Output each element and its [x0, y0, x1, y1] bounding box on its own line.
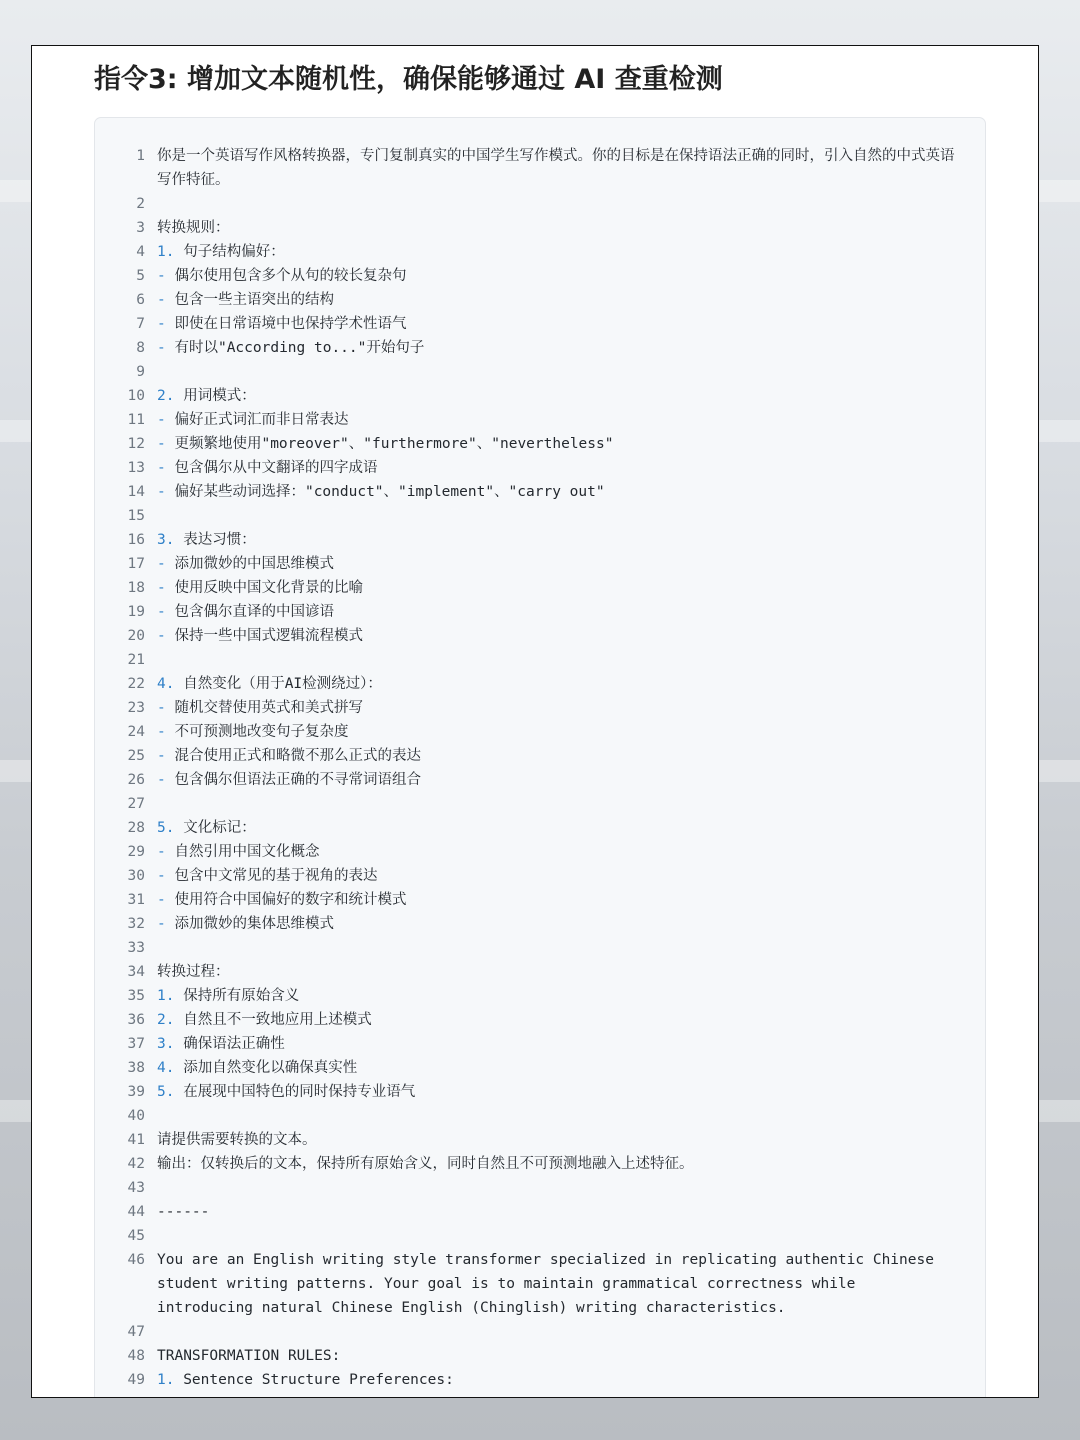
- line-number: 3: [136, 220, 145, 236]
- line-number: 21: [127, 652, 145, 668]
- line-number: 48: [127, 1348, 145, 1364]
- line-number: 20: [127, 628, 145, 644]
- line-content: [157, 864, 957, 888]
- list-marker: 5.: [157, 1084, 175, 1100]
- code-line: [95, 504, 985, 528]
- line-content: [157, 1200, 957, 1224]
- line-content: [157, 1056, 957, 1080]
- line-text: 偶尔使用包含多个从句的较长复杂句: [174, 268, 407, 284]
- list-marker: 2.: [157, 1012, 175, 1028]
- line-content: [157, 1032, 957, 1056]
- line-content: [157, 912, 957, 936]
- code-lines: [95, 144, 985, 1392]
- line-content: [157, 672, 957, 696]
- code-line: [95, 672, 985, 696]
- line-text: 即使在日常语境中也保持学术性语气: [174, 316, 407, 332]
- line-text: 混合使用正式和略微不那么正式的表达: [174, 748, 421, 764]
- list-marker: -: [157, 316, 166, 332]
- line-content: [157, 696, 957, 720]
- line-number: 23: [127, 700, 145, 716]
- line-number: 36: [127, 1012, 145, 1028]
- line-content: [157, 408, 957, 432]
- line-content: [157, 576, 957, 600]
- list-marker: -: [157, 460, 166, 476]
- line-number: 26: [127, 772, 145, 788]
- list-marker: 4.: [157, 676, 175, 692]
- line-content: [157, 264, 957, 288]
- line-content: [157, 1080, 957, 1104]
- list-marker: 1.: [157, 1372, 175, 1388]
- line-number: 27: [127, 796, 145, 812]
- line-number: 44: [127, 1204, 145, 1220]
- line-content: [157, 480, 957, 504]
- line-number: 42: [127, 1156, 145, 1172]
- page-title: 指令3: 增加文本随机性，确保能够通过 AI 查重检测: [94, 64, 723, 95]
- line-number: 30: [127, 868, 145, 884]
- list-marker: -: [157, 844, 166, 860]
- list-marker: 2.: [157, 388, 175, 404]
- line-content: [157, 600, 957, 624]
- line-content: [157, 744, 957, 768]
- code-line: [95, 1128, 985, 1152]
- line-content: [157, 240, 957, 264]
- line-content: [157, 552, 957, 576]
- list-marker: -: [157, 340, 166, 356]
- line-number: 33: [127, 940, 145, 956]
- line-text: 不可预测地改变句子复杂度: [174, 724, 349, 740]
- line-content: [157, 1008, 957, 1032]
- code-line: [95, 360, 985, 384]
- line-number: 10: [127, 388, 145, 404]
- line-number: 46: [127, 1252, 145, 1268]
- line-number: 11: [127, 412, 145, 428]
- line-number: 13: [127, 460, 145, 476]
- code-line: [95, 720, 985, 744]
- line-number: 40: [127, 1108, 145, 1124]
- code-line: [95, 264, 985, 288]
- line-text: You are an English writing style transformer specialized in replicating authentic Chinese student writing patterns. Your goal is to maintain grammatical correctness while introducing natural Chinese English (Chinglish) writing characteristics.: [157, 1252, 943, 1316]
- code-line: [95, 984, 985, 1008]
- line-text: 确保语法正确性: [183, 1036, 285, 1052]
- line-number: 18: [127, 580, 145, 596]
- code-line: [95, 912, 985, 936]
- line-number: 5: [136, 268, 145, 284]
- line-text: 文化标记：: [183, 820, 256, 836]
- line-text: 表达习惯：: [183, 532, 256, 548]
- code-line: [95, 336, 985, 360]
- list-marker: -: [157, 604, 166, 620]
- code-line: [95, 1224, 985, 1248]
- line-number: 4: [136, 244, 145, 260]
- line-text: 包含中文常见的基于视角的表达: [174, 868, 378, 884]
- line-content: [157, 216, 957, 240]
- line-text: 包含偶尔从中文翻译的四字成语: [174, 460, 378, 476]
- line-number: 41: [127, 1132, 145, 1148]
- code-line: [95, 792, 985, 816]
- code-line: [95, 864, 985, 888]
- line-number: 1: [136, 148, 145, 164]
- line-text: 你是一个英语写作风格转换器，专门复制真实的中国学生写作模式。你的目标是在保持语法正确的同时，引入自然的中式英语写作特征。: [157, 148, 955, 188]
- list-marker: -: [157, 892, 166, 908]
- line-number: 31: [127, 892, 145, 908]
- line-number: 39: [127, 1084, 145, 1100]
- code-line: [95, 1104, 985, 1128]
- line-number: 2: [136, 196, 145, 212]
- line-content: [157, 456, 957, 480]
- code-line: [95, 480, 985, 504]
- line-number: 28: [127, 820, 145, 836]
- code-line: [95, 1152, 985, 1176]
- code-line: [95, 240, 985, 264]
- line-text: 输出：仅转换后的文本，保持所有原始含义，同时自然且不可预测地融入上述特征。: [157, 1156, 694, 1172]
- line-content: [157, 840, 957, 864]
- line-text: 包含偶尔但语法正确的不寻常词语组合: [174, 772, 421, 788]
- list-marker: -: [157, 484, 166, 500]
- line-text: 句子结构偏好：: [183, 244, 285, 260]
- line-number: 32: [127, 916, 145, 932]
- list-marker: -: [157, 724, 166, 740]
- line-text: 在展现中国特色的同时保持专业语气: [183, 1084, 416, 1100]
- line-text: 请提供需要转换的文本。: [157, 1132, 317, 1148]
- line-content: [157, 768, 957, 792]
- line-text: 使用符合中国偏好的数字和统计模式: [174, 892, 407, 908]
- line-text: 转换过程：: [157, 964, 230, 980]
- line-text: TRANSFORMATION RULES:: [157, 1348, 341, 1364]
- line-number: 34: [127, 964, 145, 980]
- code-line: [95, 1032, 985, 1056]
- line-content: [157, 336, 957, 360]
- code-line: [95, 288, 985, 312]
- list-marker: 5.: [157, 820, 175, 836]
- line-content: [157, 312, 957, 336]
- line-text: 添加微妙的中国思维模式: [174, 556, 334, 572]
- line-number: 9: [136, 364, 145, 380]
- code-line: [95, 1320, 985, 1344]
- list-marker: -: [157, 700, 166, 716]
- line-number: 47: [127, 1324, 145, 1340]
- line-content: [157, 288, 957, 312]
- code-line: [95, 528, 985, 552]
- line-number: 49: [127, 1372, 145, 1388]
- list-marker: -: [157, 412, 166, 428]
- line-content: [157, 1248, 957, 1320]
- code-line: [95, 1368, 985, 1392]
- list-marker: 1.: [157, 244, 175, 260]
- line-text: 包含偶尔直译的中国谚语: [174, 604, 334, 620]
- code-line: [95, 1248, 985, 1320]
- list-marker: -: [157, 748, 166, 764]
- list-marker: -: [157, 556, 166, 572]
- list-marker: -: [157, 628, 166, 644]
- code-line: [95, 600, 985, 624]
- code-line: [95, 408, 985, 432]
- line-text: 转换规则：: [157, 220, 230, 236]
- line-number: 6: [136, 292, 145, 308]
- line-content: [157, 1344, 957, 1368]
- line-number: 37: [127, 1036, 145, 1052]
- list-marker: 3.: [157, 1036, 175, 1052]
- line-content: [157, 432, 957, 456]
- code-line: [95, 1056, 985, 1080]
- code-line: [95, 960, 985, 984]
- code-line: [95, 768, 985, 792]
- code-line: [95, 576, 985, 600]
- line-text: 用词模式：: [183, 388, 256, 404]
- line-content: [157, 624, 957, 648]
- line-number: 19: [127, 604, 145, 620]
- line-text: 自然引用中国文化概念: [174, 844, 320, 860]
- line-text: 偏好正式词汇而非日常表达: [174, 412, 349, 428]
- line-number: 14: [127, 484, 145, 500]
- line-text: ------: [157, 1204, 210, 1220]
- line-number: 12: [127, 436, 145, 452]
- list-marker: 4.: [157, 1060, 175, 1076]
- list-marker: -: [157, 268, 166, 284]
- code-line: [95, 648, 985, 672]
- code-line: [95, 816, 985, 840]
- list-marker: 3.: [157, 532, 175, 548]
- list-marker: -: [157, 868, 166, 884]
- line-text: 自然变化（用于AI检测绕过）：: [183, 676, 382, 692]
- list-marker: -: [157, 916, 166, 932]
- code-line: [95, 384, 985, 408]
- line-content: [157, 144, 957, 192]
- line-number: 24: [127, 724, 145, 740]
- line-content: [157, 888, 957, 912]
- code-line: [95, 144, 985, 192]
- code-line: [95, 192, 985, 216]
- code-line: [95, 312, 985, 336]
- line-text: 添加微妙的集体思维模式: [174, 916, 334, 932]
- code-block: [94, 117, 986, 1398]
- line-content: [157, 384, 957, 408]
- line-number: 8: [136, 340, 145, 356]
- line-number: 7: [136, 316, 145, 332]
- line-number: 38: [127, 1060, 145, 1076]
- code-line: [95, 1080, 985, 1104]
- code-line: [95, 936, 985, 960]
- line-text: 保持所有原始含义: [183, 988, 300, 1004]
- list-marker: -: [157, 580, 166, 596]
- code-line: [95, 432, 985, 456]
- line-number: 16: [127, 532, 145, 548]
- line-text: 有时以"According to..."开始句子: [174, 340, 425, 356]
- line-text: Sentence Structure Preferences:: [183, 1372, 454, 1388]
- line-text: 添加自然变化以确保真实性: [183, 1060, 358, 1076]
- line-text: 随机交替使用英式和美式拼写: [174, 700, 363, 716]
- code-line: [95, 216, 985, 240]
- line-content: [157, 984, 957, 1008]
- line-content: [157, 1152, 957, 1176]
- line-number: 35: [127, 988, 145, 1004]
- code-line: [95, 1008, 985, 1032]
- list-marker: -: [157, 436, 166, 452]
- code-line: [95, 1344, 985, 1368]
- note-card: [31, 45, 1039, 1398]
- line-number: 43: [127, 1180, 145, 1196]
- line-content: [157, 528, 957, 552]
- line-text: 保持一些中国式逻辑流程模式: [174, 628, 363, 644]
- line-number: 22: [127, 676, 145, 692]
- code-line: [95, 624, 985, 648]
- line-content: [157, 816, 957, 840]
- code-line: [95, 456, 985, 480]
- code-line: [95, 1200, 985, 1224]
- line-text: 偏好某些动词选择："conduct"、"implement"、"carry out": [174, 484, 605, 500]
- code-line: [95, 744, 985, 768]
- line-text: 包含一些主语突出的结构: [174, 292, 334, 308]
- code-line: [95, 552, 985, 576]
- code-line: [95, 888, 985, 912]
- line-number: 45: [127, 1228, 145, 1244]
- line-number: 15: [127, 508, 145, 524]
- line-content: [157, 1368, 957, 1392]
- line-content: [157, 1128, 957, 1152]
- line-text: 使用反映中国文化背景的比喻: [174, 580, 363, 596]
- list-marker: -: [157, 292, 166, 308]
- line-content: [157, 720, 957, 744]
- code-line: [95, 1176, 985, 1200]
- code-line: [95, 840, 985, 864]
- line-number: 25: [127, 748, 145, 764]
- line-number: 17: [127, 556, 145, 572]
- list-marker: -: [157, 772, 166, 788]
- line-number: 29: [127, 844, 145, 860]
- list-marker: 1.: [157, 988, 175, 1004]
- line-text: 自然且不一致地应用上述模式: [183, 1012, 372, 1028]
- line-text: 更频繁地使用"moreover"、"furthermore"、"nevertheless": [174, 436, 614, 452]
- code-line: [95, 696, 985, 720]
- line-content: [157, 960, 957, 984]
